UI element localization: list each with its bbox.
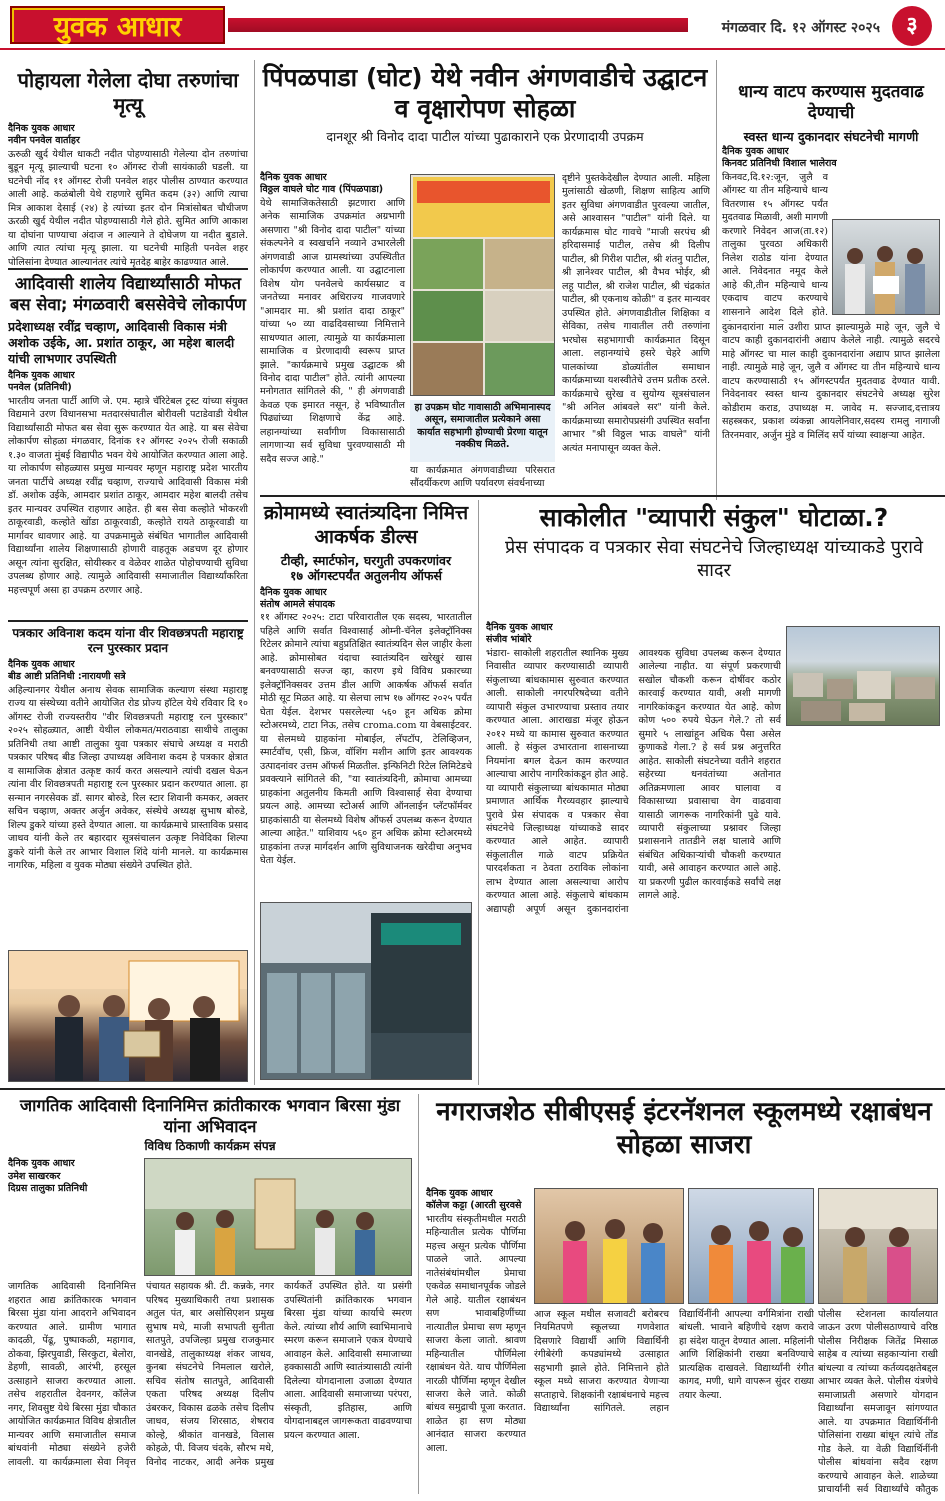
- article-croma: [260, 502, 472, 1082]
- sakoli-town-photo: [786, 626, 940, 726]
- rakhi-police-visit: [819, 1189, 938, 1304]
- article-body-part3: पोलीस स्टेशनला कार्यालयात जाऊन उरण पोलीसठाण्याचे वरिष्ठ पोलीस निरीक्षक जितेंद्र मिसाळ साहेब व त्यांच्या सहकाऱ्यांना राखी बांधल्या व त्यांच्या कर्तव्यदक्षतेबद्दल आभार व्यक्त केले. पोलीस यंत्रणेचे समाजाप्रती असणारे योगदान विद्यार्थ्यांना समजावून सांगण्यात आले. या उपक्रमात विद्यार्थिनींनी पोलिसांना राख्या बांधून त्यांचे तोंड गोड केले. या वेळी विद्यार्थिनींनी पोलीस बांधवांना सदैव रक्षण करण्याचे आवाहन केले. शाळेच्या प्राचार्यांनी सर्व विद्यार्थ्यांचे कौतुक: [818, 1309, 938, 1496]
- headline: जागतिक आदिवासी दिनानिमित्त क्रांतीकारक भगवान बिरसा मुंडा यांना अभिवादन: [19, 1096, 401, 1136]
- byline: दैनिक युवक आधार उमेश साखरकर दिग्रस तालुका प्रतिनिधी: [8, 1158, 88, 1194]
- grain-photo-figures: [833, 220, 940, 315]
- issue-date: मंगळवार दि. १२ ऑगस्ट २०२५: [721, 20, 880, 36]
- byline: दैनिक युवक आधार नवीन पनवेल वार्ताहर: [8, 123, 80, 147]
- rakhi-photo-2: [688, 1188, 814, 1304]
- article-body-part1: किनवट,दि.१२:जून, जुलै व ऑगस्ट या तीन महिन्याचे धान्य वितरणास १५ ऑगस्ट पर्यंत मुदतवाढ मिळावी, अशी मागणी करणारे निवेदन आज(ता.१२) तालुका पुरवठा अधिकारी निलेश राठोड यांना देण्यात आले. निवेदनात नमूद केले आहे की,तीन महिन्याचे धान्य एकदाच वाटप करण्याचे शासनाने आदेश दिले होते.: [722, 171, 828, 318]
- byline: दैनिक युवक आधार बीड आष्टी प्रतिनिधी :नारायणी सत्रे: [8, 659, 126, 683]
- column-rule-bottom: [418, 1094, 419, 1494]
- article-grain-distribution: [722, 82, 940, 490]
- tribal-day-photo: [144, 1158, 412, 1276]
- byline: दैनिक युवक आधार कॉलेज कट्टा (आरती सुरवसे: [426, 1188, 522, 1212]
- headline: आदिवासी शालेय विद्यार्थ्यांसाठी मोफत बस सेवा; मंगळवारी बससेवेचे लोकार्पण: [9, 274, 246, 314]
- subheadline: स्वस्त धान्य दुकानदार संघटनेची मागणी: [743, 128, 919, 144]
- anganwadi-photo-collage: [410, 174, 555, 396]
- subheadline: दानशूर श्री विनोद दादा पाटील यांच्या पुढाकाराने एक प्रेरणादायी उपक्रम: [326, 128, 644, 144]
- article-award: [8, 620, 248, 950]
- rakhi-photo-1: [534, 1188, 684, 1304]
- article-body: जागतिक आदिवासी दिनानिमित्त शहरात आद्य क्रांतिकारक भगवान बिरसा मुंडा यांना आदराने अभिवादन करण्यात आले. ग्रामीण भागात कादळी, पेंढू, पुष्पाकळी, महागाव, ठोकवा, झिरपुवाडी, सिरकुटा, बेलोरा, डेहणी, सावळी, आरंभी, हरसूल उत्साहाने साजरा करण्यात आला. तसेच शहरातील देवनगर, कॉलेज नगर, शिवसुष्ट येथे बिरसा मुंडा चौकात आयोजित कार्यक्रमात विविध क्षेत्रातील मान्यवर आणि समाजातील समाज बांधवांनी मोठ्या संख्येने हजेरी लावली. या कार्यक्रमाला सेवा निवृत्त पंचायत सहायक श्री. टी. कन्नके, नगर परिषद मुख्याधिकारी तथा प्रशासक अतुल पंत, बार असोसिएशन प्रमुख सुभाष मधे, माजी सभापती सुनीता सातपुते, उपजिल्हा प्रमुख राजकुमार वानखेडे, तालुकाध्यक्ष शंकर जाधव, कुनबा संघटनेचे निमलाल खरोले, सचिव संतोष सातपुते, आदिवासी एकता परिषद अध्यक्ष दिलीप उंबरकर, विकास ढळके तसेच दिलीप जाधव, संजय शिरसाठ, शेषराव कोल्हे, श्रीकांत वानखडे, विलास कोहळे, पी. विजय चंदके, सौरभ मधे, विनोद नाटकर, आदी अनेक प्रमुख कार्यकर्ते उपस्थित होते. या प्रसंगी उपस्थितांनी क्रांतिकारक भगवान बिरसा मुंडा यांच्या कार्याचे स्मरण केले. त्यांच्या शौर्य आणि स्वाभिमानाचे स्मरण करून समाजाने एकत्र येण्याचे आवाहन केले. आदिवासी समाजाच्या हक्कासाठी आणि स्वातंत्र्यासाठी त्यांनी दिलेल्या योगदानाला उजाळा देण्यात आला. आदिवासी समाजाच्या परंपरा, संस्कृती, इतिहास, आणि योगदानाबद्दल जागरूकता वाढवण्याचा प्रयत्न करण्यात आला.: [8, 1281, 412, 1468]
- byline: दैनिक युवक आधार विठ्ठल वाघले घोट गाव (पिंपळपाडा): [260, 172, 384, 196]
- award-photo: [8, 950, 248, 1082]
- article-anganwadi: [260, 62, 710, 492]
- byline: दैनिक युवक आधार किनवट प्रतिनिधी विशाल भालेराव: [722, 146, 837, 170]
- headline: नगराजशेठ सीबीएसई इंटरनॅशनल स्कूलमध्ये रक्षाबंधन सोहळा साजरा: [436, 1097, 932, 1160]
- headline: पिंपळपाडा (घोट) येथे नवीन अंगणवाडीचे उद्घाटन व वृक्षारोपण सोहळा: [262, 63, 708, 124]
- headline: पोहायला गेलेला दोघा तरुणांचा मृत्यू: [17, 68, 239, 117]
- subheadline: टीव्ही, स्मार्टफोन, घरगुती उपकरणांवर १७ ऑगस्टपर्यंत अतुलनीय ऑफर्स: [280, 552, 452, 584]
- byline: दैनिक युवक आधार पनवेल (प्रतिनिधी): [8, 370, 75, 394]
- subheadline: विविध ठिकाणी कार्यक्रम संपन्न: [144, 1139, 276, 1154]
- article-body-part1: येथे सामाजिकतेसाठी झटणारा आणि अनेक सामाजिक उपक्रमांत अग्रभागी असणारा "श्री विनोद दादा पाटील" यांच्या संकल्पनेने व स्वखर्चाने नव्याने उभारलेली अंगणवाडी आज ग्रामस्थांच्या उपस्थितीत लोकार्पण करण्यात आली. या उद्घाटनाला विशेष योग पनवेलचे कार्यसम्राट व जनतेच्या मनावर अधिराज्य गाजवणारे "आमदार मा. श्री प्रशांत दादा ठाकूर" यांच्या ५० व्या वाढदिवसाच्या निमित्ताने साधण्यात आला, त्यामुळे या कार्यक्रमाला सामाजिक व प्रेरणादायी स्वरूप प्राप्त झाले. "कार्यक्रमाचे प्रमुख उद्घाटक श्री विनोद दादा पाटील" होते. त्यांनी आपल्या मनोगतात सांगितले की, " ही अंगणवाडी केवळ एक इमारत नसून, हे भविष्यातील पिढ्यांच्या शिक्षणाचे केंद्र आहे. लहानग्यांच्या सर्वांगीण विकासासाठी लागणाऱ्या सर्व सुविधा पुरवण्यासाठी मी सदैव सज्ज आहे.": [260, 197, 405, 465]
- tribal-day-crowd: [145, 1159, 412, 1276]
- award-photo-figures: [9, 951, 248, 1082]
- headline: पत्रकार अविनाश कदम यांना वीर शिवछत्रपती महाराष्ट्र रत्न पुरस्कार प्रदान: [12, 626, 244, 655]
- grain-meeting-photo: [832, 219, 940, 315]
- subheadline: प्रेस संपादक व पत्रकार सेवा संघटनेचे जिल्हाध्यक्ष यांच्याकडे पुरावे सादर: [505, 537, 923, 581]
- rakhi-photo-3: [818, 1188, 938, 1304]
- headline: क्रोमामध्ये स्वातंत्र्यदिना निमित्त आकर्षक डील्स: [263, 502, 469, 548]
- article-body-part1: भारतीय संस्कृतीमधील मराठी महिन्यातील प्रत्येक पौर्णिमा महत्त्व असून प्रत्येक पौर्णिमा पाळले जाते. आपल्या नातेसंबंधांमधील प्रेमाचा एकवेळ समाधानपूर्वक जोडले गेले आहे. यातील रक्षाबंधन सण भावाबहिणींच्या नात्यातील प्रेमाचा सण म्हणून साजरा केला जातो. श्रावण महिन्यातील पौर्णिमेला रक्षाबंधन येते. याच पौर्णिमेला नारळी पौर्णिमा म्हणून देखील साजरा केले जाते. कोळी बांधव समुद्राची पूजा करतात. शाळेत हा सण मोठ्या आनंदात साजरा करण्यात आला.: [426, 1213, 526, 1454]
- article-body-part2: दुकानदारांना माल उशीरा प्राप्त झाल्यामुळे माहे जून, जुलै चे वाटप काही दुकानदारांनी अद्याप केलेले नाही. त्यामुळे सदरचे माहे ऑगस्ट चा माल काही दुकानदारांना अद्याप प्राप्त झालेला नाही. त्यामुळे माहे जून, जुलै व ऑगस्ट या तीन महिन्याचे धान्य वाटप करण्यासाठी १५ ऑगस्टपर्यंत मुदतवाढ देण्यात यावी. निवेदनावर स्वस्त धान्य दुकानदार संघटनेचे अध्यक्ष सुरेश कोडीराम कराड, उपाध्यक्ष म. जावेद म. सज्जाद,दत्तात्रय सहस्त्रकर, प्रकाश व्यंकन्ना आयलेनिवार,सदस्य रामलु नागाजी तिरनमवार, अर्जुन मुंडे व मिलिंद सर्पे यांच्या स्वाक्षऱ्या आहेत.: [722, 321, 940, 441]
- masthead: [0, 0, 945, 50]
- anganwadi-photos: [411, 175, 555, 396]
- croma-store-facade: [261, 903, 472, 1080]
- article-body: अहिल्यानगर येथील अनाथ सेवक सामाजिक कल्याण संस्था महाराष्ट्र राज्य या संस्थेच्या वतीने आयोजित रोड प्रोज्य हॉटेल येथे रविवार दि १० ऑगस्ट रोजी राज्यस्तरीय "वीर शिवछत्रपती महाराष्ट्र रत्न पुरस्कार" २०२५ सोहळ्यात, आष्टी येथील लोकमत/मराठवाडा साथीचे तालुका प्रतिनिधी तथा आष्टी तालुका युवा पत्रकार संघाचे अध्यक्ष व मराठी पत्रकार परिषद बीड जिल्हा उपाध्यक्ष अविनाश कदम हे पत्रकार क्षेत्रात व सामाजिक क्षेत्रात उत्कृष्ट कार्य करत असल्याने त्यांची दखल घेऊन त्यांना वीर शिवछत्रपती महाराष्ट्र रत्न पुरस्कार प्रदान करण्यात आला. हा सन्मान नगरसेवक डॉ. सागर बोरुडे, रिल स्टार शिवानी कमकर, अक्तर सचिन चव्हाण, अक्तर अर्जुन अवेकर, संस्थेचे अध्यक्ष सुभाष बोरुडे, शिल्प डुकरे यांच्या हस्ते देण्यात आला. या कार्यक्रमाचे प्रास्ताविक प्रसाद जाधव यांनी केले तर बहारदार सूत्रसंचालन उत्कृष्ट निवेदिका शिल्पा डुकरे यांनी केले तर आभार विशाल शिंदे यांनी मानले. या कार्यक्रमास नागरिक, महिला व युवक मोठ्या संख्येने उपस्थित होते.: [8, 684, 248, 871]
- article-body: भंडारा- साकोली शहरातील स्थानिक मुख्य निवासीत व्यापार करण्यासाठी व्यापारी संकुलाच्या बांधकामास सुरुवात करण्यात आली. साकोली नगरपरिषदेच्या वतीने व्यापारी संकुल उभारण्याचा प्रस्ताव तयार करण्यात आला. आराखडा मंजूर होऊन २०१२ मध्ये या कामास सुरुवात करण्यात आली. हे संकुल उभारताना शासनाच्या नियमांना बगल देऊन काम करण्यात आल्याचा आरोप नागरिकांकडून होत आहे. या व्यापारी संकुलाच्या बांधकामात मोठ्या प्रमाणात आर्थिक गैरव्यवहार झाल्याचे पुरावे प्रेस संपादक व पत्रकार सेवा संघटनेचे जिल्हाध्यक्ष यांच्याकडे सादर करण्यात आले आहेत. व्यापारी संकुलातील गाळे वाटप प्रक्रियेत पारदर्शकता न ठेवता ठराविक लोकांना लाभ देण्यात आला असल्याचा आरोप करण्यात आला आहे. संकुलाचे बांधकाम अद्यापही अपूर्ण असून दुकानदारांना आवश्यक सुविधा उपलब्ध करून देण्यात आलेल्या नाहीत. या संपूर्ण प्रकरणाची सखोल चौकशी करून दोषींवर कठोर कारवाई करण्यात यावी, अशी मागणी नागरिकांकडून करण्यात येत आहे. कोण कोण ५०० रुपये घेऊन गेले.? तो सर्व सुमारे ५ लाखांहून अधिक पैसा असेल कुणाकडे गेला.? हे सर्व प्रश्न अनुत्तरित आहेत. साकोली संघटनेच्या वतीने शहरात सहेरच्या धनवंतांच्या अतोनात अतिक्रमणाला आवर घालावा व विकासाच्या प्रवासाचा वेग वाढवावा यासाठी जागरूक नागरिकांनी पुढे यावे. व्यापारी संकुलाच्या प्रश्नावर जिल्हा प्रशासनाने तातडीने लक्ष घालावे आणि संबंधित अधिकाऱ्यांची चौकशी करण्यात यावी, असे आवाहन करण्यात आले आहे. या प्रकरणी पुढील कारवाईकडे सर्वांचे लक्ष लागले आहे.: [486, 647, 781, 915]
- article-drowning: [8, 68, 248, 268]
- article-rakshabandhan: [426, 1096, 942, 1496]
- subheadline: प्रदेशाध्यक्ष रवींद्र चव्हाण, आदिवासी विकास मंत्री अशोक उईके, आ. प्रशांत ठाकूर, आ महेश बालदी यांची लाभणार उपस्थिती: [8, 319, 235, 366]
- newspaper-logo: युवक आधार: [10, 6, 225, 44]
- byline: दैनिक युवक आधार संजीव भांबोरे: [486, 622, 553, 646]
- croma-store-photo: [260, 902, 472, 1080]
- column-rule-center: [478, 500, 479, 1085]
- headline: धान्य वाटप करण्यास मुदतवाढ देण्याची: [738, 82, 924, 124]
- article-body: ११ ऑगस्ट २०२५: टाटा परिवारातील एक सदस्य, भारतातील पहिले आणि सर्वात विश्वासार्ह ओम्नी-चॅनेल इलेक्ट्रॉनिक्स रिटेलर क्रोमाने त्यांचा बहुप्रतिक्षित स्वातंत्र्यदिन सेल जाहीर केला आहे. क्रोमासोबत यंदाचा स्वातंत्र्यदिन खरेखुरं खास बनवण्यासाठी सज्ज व्हा, कारण इथे विविध प्रकारच्या इलेक्ट्रॉनिक्सवर उत्तम डील आणि आकर्षक ऑफर्स सर्वात मोठी सूट मिळत आहे. या सेलचा लाभ १७ ऑगस्ट २०२५ पर्यंत घेता येईल. देशभर पसरलेल्या ५६० हून अधिक क्रोमा स्टोअरमध्ये, टाटा निऊ, तसेच croma.com या वेबसाईटवर. या सेलमध्ये ग्राहकांना मोबाईल, लॅपटॉप, टेलिव्हिजन, स्मार्टवॉच, एसी, फ्रिज, वॉशिंग मशीन आणि इतर आवश्यक उत्पादनांवर उत्तम ऑफर्स मिळतील. इन्फिनिटी रिटेल लिमिटेडचे प्रवक्त्याने सांगितले की, "या स्वातंत्र्यदिनी, क्रोमाचा आमच्या ग्राहकांना अतुलनीय किमती आणि विश्वासार्ह सेवा देण्याचा प्रयत्न आहे. आमच्या स्टोअर्स आणि ऑनलाईन प्लॅटफॉर्मवर ग्राहकांसाठी या सेलमध्ये विशेष ऑफर्स उपलब्ध करून देण्यात आल्या आहेत." याशिवाय ५६० हून अधिक क्रोमा स्टोअरमध्ये ग्राहकांना तज्ज्ञ मार्गदर्शन आणि सुविधाजनक खरेदीचा अनुभव घेता येईल.: [260, 612, 472, 867]
- column-rule-left: [254, 60, 255, 1085]
- rakhi-children-1: [535, 1189, 684, 1304]
- rakhi-children-2: [689, 1189, 814, 1304]
- article-sakoli-complex: [486, 502, 942, 1082]
- photo-caption: हा उपक्रम घोट गावासाठी अभिमानास्पद असून, समाजातील प्रत्येकाने असा कार्यात सहभागी होण्याची प्रेरणा यातून नक्कीच मिळते.: [410, 400, 555, 462]
- article-body-part3: या कार्यक्रमात अंगणवाडीच्या परिसरात सौंदर्यीकरण आणि पर्यावरण संवर्धनाच्या: [410, 465, 555, 490]
- article-body: भारतीय जनता पार्टी आणि जे. एम. म्हात्रे चॅरिटेबल ट्रस्ट यांच्या संयुक्त विद्यमाने उरण विधानसभा मतदारसंघातील बोरीवली पटाडेवाडी येथील विद्यार्थ्यांसाठी मोफत बस सेवा सुरू करण्यात येत आहे. या बस सेवेचा लोकार्पण सोहळा मंगळवार, दिनांक १२ ऑगस्ट २०२५ रोजी सकाळी १.३० वाजता मुंबई विद्यापीठ भवन येथे आयोजित करण्यात आला आहे. या लोकार्पण सोहळ्यास प्रमुख मान्यवर म्हणून महाराष्ट्र प्रदेश भारतीय जनता पार्टीचे अध्यक्ष रवींद्र चव्हाण, राज्याचे आदिवासी विकास मंत्री डॉ. अशोक उईके, आमदार प्रशांत ठाकूर, आमदार महेश बालदी तसेच इतर मान्यवर उपस्थित राहणार आहेत. ही बस सेवा कल्होते भोकरशी ठाकूरवाडी, कल्होते खोंडा ठाकूरवाडी, कल्होते रायते ठाकूरवाडी या मार्गावर धावणार आहे. या उपक्रमामुळे संबंधित भागातील आदिवासी विद्यार्थ्यांना शालेय शिक्षणासाठी होणारी वाहतूक अडचण दूर होणार असून त्यांना सुरक्षित, सोयीस्कर व वेळेवर शाळेत पोहोचण्याची सुविधा उपलब्ध होणार आहे. त्यामुळे आदिवासी समाजातील विद्यार्थ्यांकरिता महत्त्वपूर्ण असा हा उपक्रम ठरणार आहे.: [8, 395, 248, 596]
- article-body-part2: दृष्टीने पुस्तकेदेखील देण्यात आली. महिला मुलांसाठी खेळणी, शिक्षण साहित्य आणि इतर सुविधा अंगणवाडीत पुरवल्या जातील, असे आश्वासन "पाटील" यांनी दिले. या कार्यक्रमास घोट गावचे "माजी सरपंच श्री हरिदासमाई पाटील, तसेच श्री दिलीप पाटील, श्री गिरीश पाटील, श्री शंतनु पाटील, श्री ज्ञानेश्वर पाटील, श्री वैभव भोईर, श्री लहू पाटील, श्री राजेश पाटील, श्री चंद्रकांत पाटील, श्री एकनाथ कोळी" व इतर मान्यवर उपस्थित होते. अंगणवाडीतील शिक्षिका व सेविका, तसेच गावातील तरी तरुणांना भरघोस सहभागाची कार्यक्रमात दिसून आला. लहानग्यांचे हसरे चेहरे आणि पालकांच्या डोळ्यांतील समाधान कार्यक्रमाच्या यशस्वीतेचे उत्तम प्रतीक ठरले. कार्यक्रमाचे सुरेख व सुयोग्य सूत्रसंचालन "श्री अनिल आंबवले सर" यांनी केले. कार्यक्रमाच्या समारोपप्रसंगी उपस्थित सर्वांना आभार "श्री विठ्ठल भाऊ वाघले" यांनी अत्यंत मनापासून व्यक्त केले.: [562, 173, 710, 454]
- row-rule-bottom: [0, 1088, 945, 1090]
- column-rule-right: [716, 60, 717, 500]
- row-rule-mid: [260, 495, 945, 497]
- masthead-bar: [228, 18, 688, 32]
- byline: दैनिक युवक आधार संतोष आमले संपादक: [260, 586, 335, 611]
- article-tribal-bus: [8, 268, 248, 616]
- article-tribal-day: [8, 1096, 412, 1496]
- article-body: ऊरुळी खुर्द येथील धाकटी नदीत पोहण्यासाठी गेलेल्या दोन तरुणांचा बुडून मृत्यू झाल्याची घटना १० ऑगस्ट रोजी सायंकाळी घडली. या घटनेची नोंद ११ ऑगस्ट रोजी पनवेल शहर पोलीस ठाण्यात करण्यात आली आहे. कळंबोली येथे राहणारे सुमित कदम (३२) आणि त्याचा मित्र आकाश देसाई (२४) हे त्यांच्या इतर दोन मित्रांसोबत चौधीजण ऊरळी खुर्द येथील नदीत पोहण्यासाठी गेले होते. सुमित आणि आकाश या दोघांना पाण्याचा अंदाज न आल्याने ते दोघेजण या नदीत बुडाले. आणि त्यात त्यांचा मृत्यू झाला. या घटनेची माहिती पनवेल शहर पोलिसांना देण्यात आल्यानंतर त्यांचे मृतदेह बाहेर काढण्यात आले.: [8, 148, 248, 268]
- headline: साकोलीत "व्यापारी संकुल" घोटाळा.?: [539, 503, 889, 532]
- sakoli-rooftops: [787, 627, 940, 726]
- article-body-part2: आज स्कूल मधील सजावटी बरोबरच नियमितपणे स्कूलच्या गणवेशात दिसणारे विद्यार्थी आणि विद्यार्थिनी रंगीबेरंगी कपड्यांमध्ये उत्साहात सहभागी झाले होते. निमित्ताने होते स्कूल मध्ये साजरा करण्यात येणाऱ्या सप्ताहाचे. शिक्षकांनी रक्षाबंधनाचे महत्त्व विद्यार्थ्यांना सांगितले. लहान विद्यार्थिनींनी आपल्या वर्गमित्रांना राखी बांधली. भावाने बहिणीचे रक्षण करावे हा संदेश यातून देण्यात आला. महिलांनी आणि शिक्षिकांनी राख्या बनविण्याचे प्रात्यक्षिक दाखवले. विद्यार्थ्यांनी रंगीत कागद, मणी, धागे वापरून सुंदर राख्या तयार केल्या.: [534, 1309, 814, 1415]
- page-number: ३: [892, 6, 932, 46]
